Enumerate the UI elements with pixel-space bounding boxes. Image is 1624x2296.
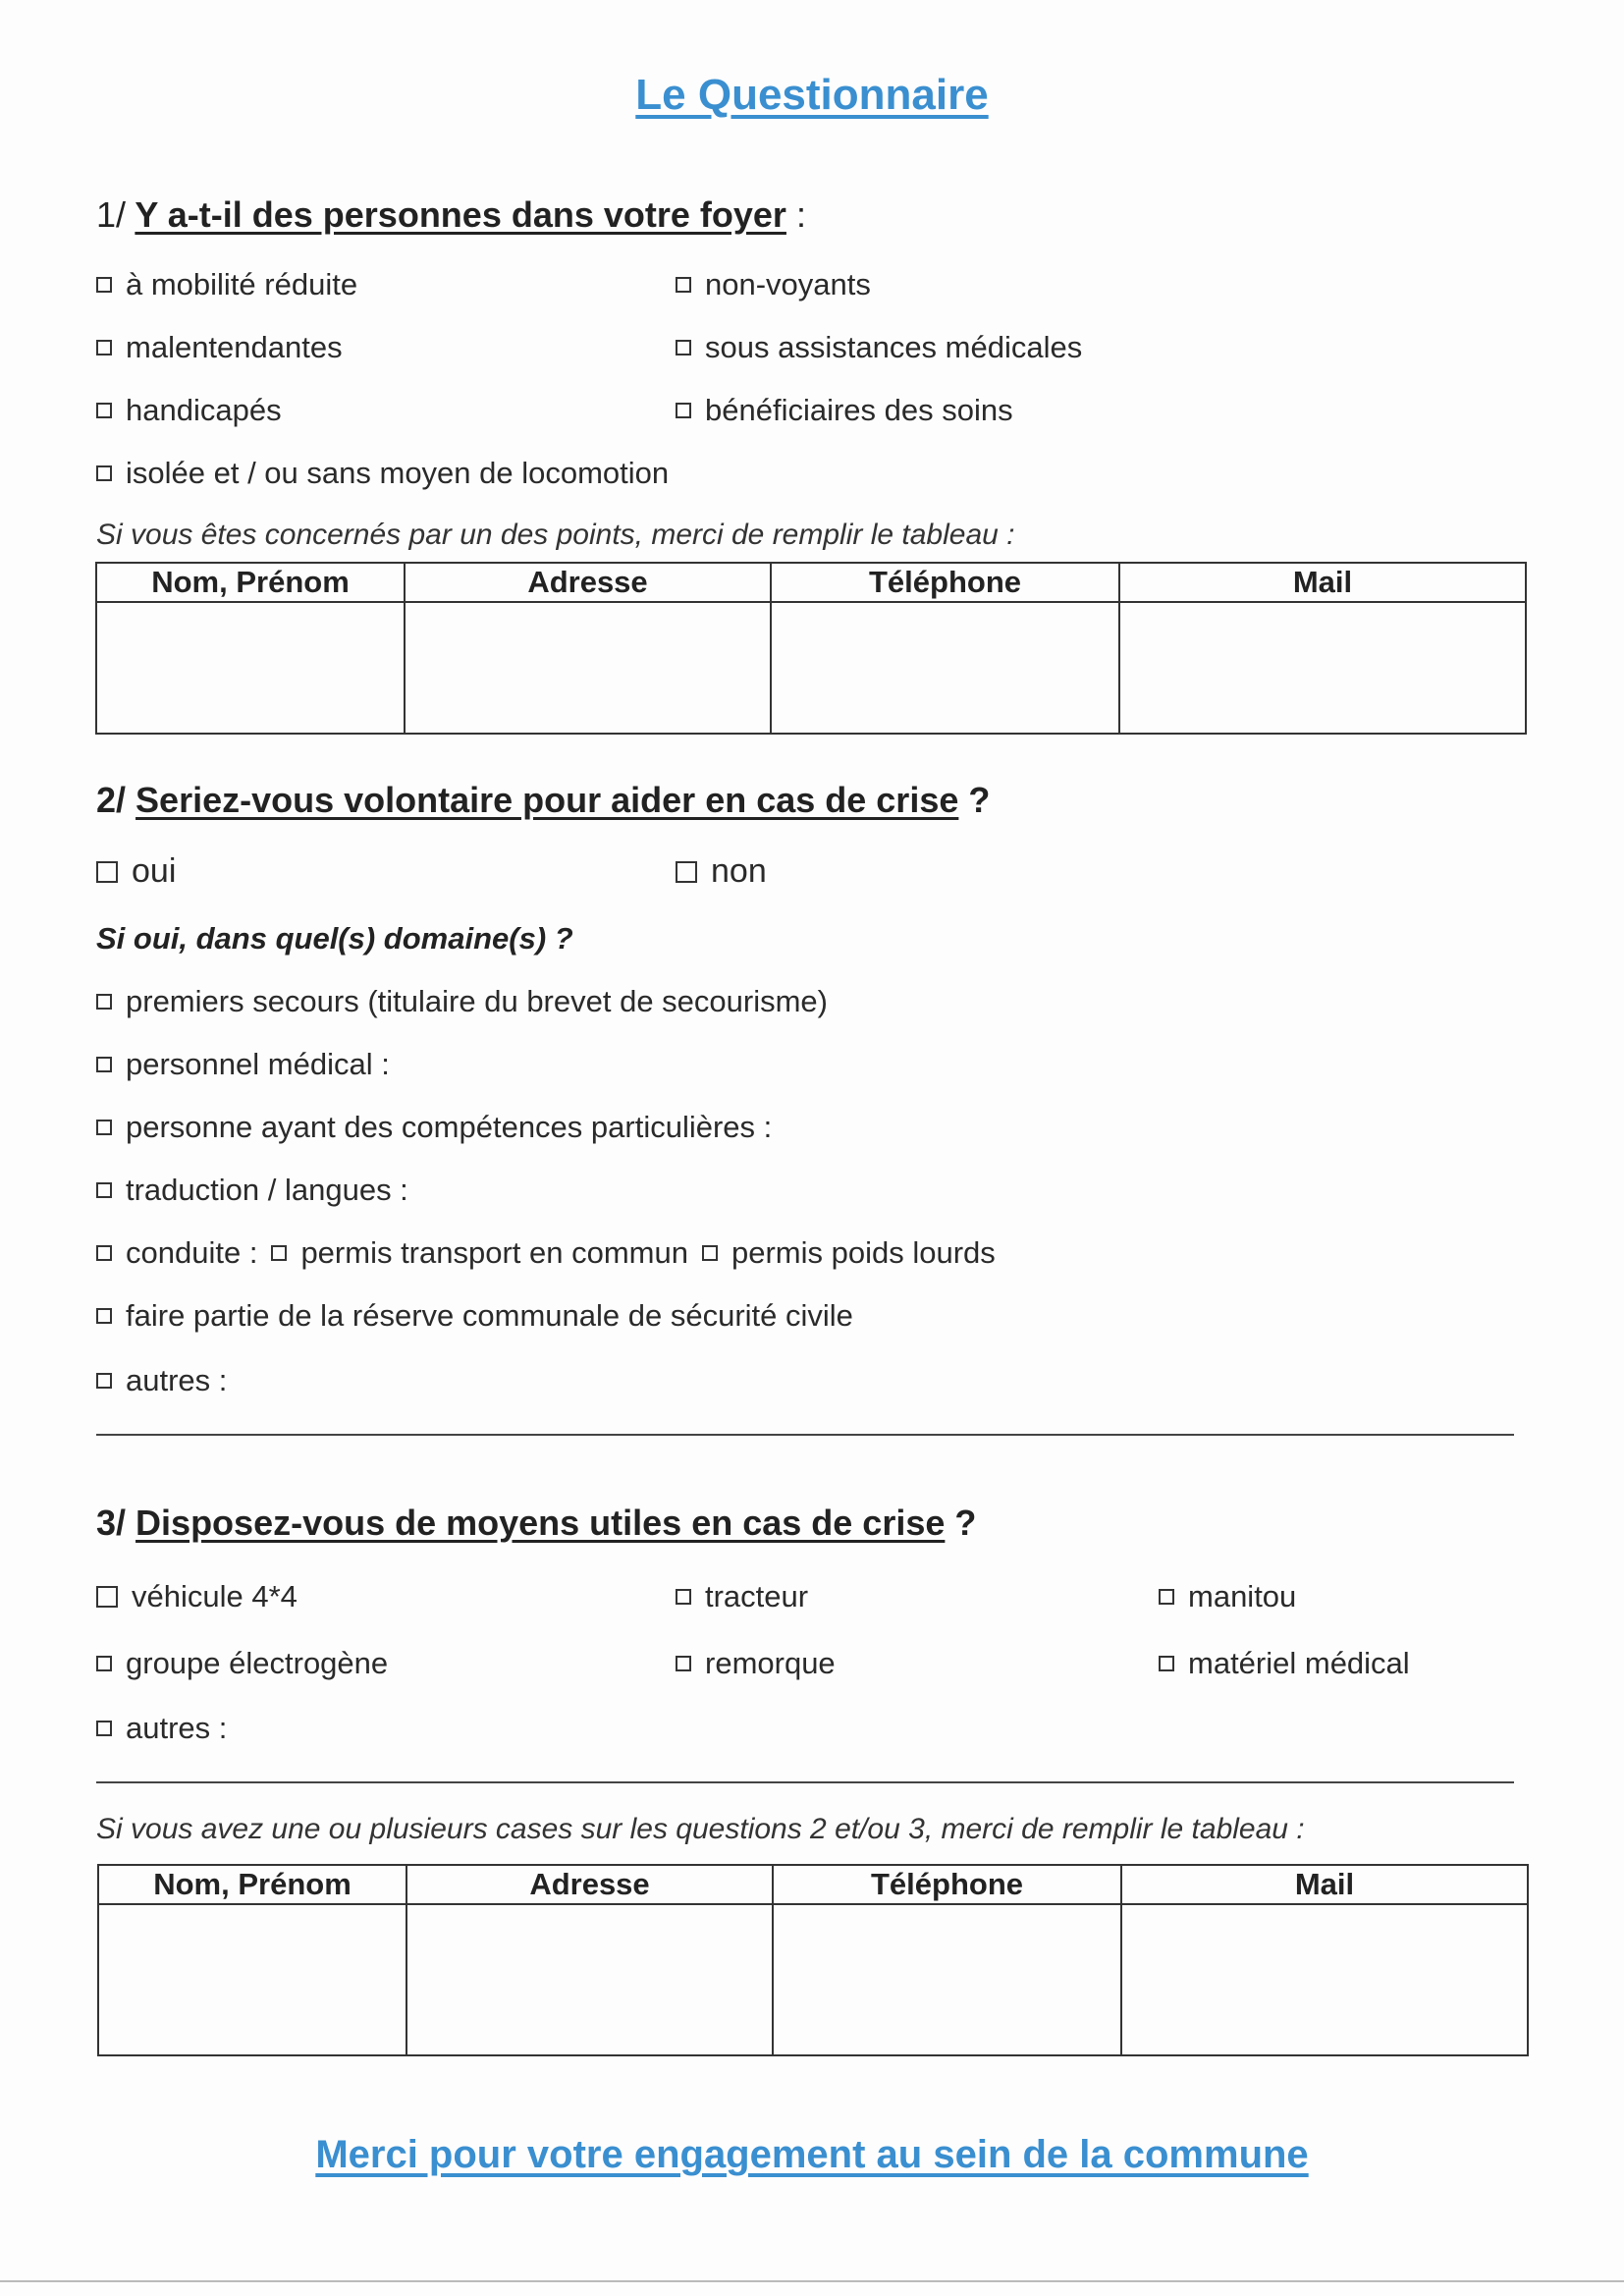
checkbox-icon[interactable]	[96, 1373, 112, 1389]
checkbox-icon[interactable]	[96, 1120, 112, 1135]
table-instruction-2: Si vous avez une ou plusieurs cases sur les questions 2 et/ou 3, merci de remplir le tableau :	[96, 1813, 1305, 1845]
checkbox-icon[interactable]	[1159, 1656, 1174, 1671]
question-2-heading	[96, 780, 990, 821]
cell-mail[interactable]	[1119, 602, 1526, 734]
checkbox-malentendantes[interactable]	[96, 330, 343, 365]
checkbox-mobilite-reduite[interactable]	[96, 267, 357, 302]
checkbox-non-voyants[interactable]	[676, 267, 871, 302]
checkbox-personnel-medical[interactable]	[96, 1047, 390, 1082]
option-label: non	[711, 852, 767, 890]
checkbox-tracteur[interactable]	[676, 1579, 808, 1614]
option-label: non-voyants	[705, 267, 871, 301]
checkbox-conduite[interactable]	[96, 1235, 996, 1271]
option-label: véhicule 4*4	[132, 1579, 298, 1613]
question-number: 1/	[96, 194, 127, 235]
option-label: autres :	[126, 1711, 228, 1745]
question-suffix: ?	[954, 1503, 977, 1543]
checkbox-icon[interactable]	[96, 1308, 112, 1324]
page-title: Le Questionnaire	[635, 71, 989, 119]
option-label: personnel médical :	[126, 1047, 390, 1081]
checkbox-materiel-medical[interactable]	[1159, 1646, 1410, 1681]
header-adresse: Adresse	[405, 563, 771, 602]
checkbox-reserve-communale[interactable]	[96, 1298, 853, 1334]
closing-message: Merci pour votre engagement au sein de la commune	[315, 2133, 1309, 2176]
option-label: à mobilité réduite	[126, 267, 358, 301]
option-label: isolée et / ou sans moyen de locomotion	[126, 456, 670, 490]
option-label: traduction / langues :	[126, 1173, 408, 1207]
option-label: faire partie de la réserve communale de sécurité civile	[126, 1298, 853, 1333]
question-suffix: ?	[968, 780, 991, 820]
checkbox-manitou[interactable]	[1159, 1579, 1296, 1614]
checkbox-icon[interactable]	[676, 1589, 691, 1605]
checkbox-permis-transport[interactable]	[271, 1235, 688, 1271]
option-label: matériel médical	[1188, 1646, 1410, 1680]
checkbox-icon[interactable]	[96, 994, 112, 1010]
checkbox-icon[interactable]	[96, 340, 112, 355]
checkbox-premiers-secours[interactable]	[96, 984, 828, 1019]
cell-nom[interactable]	[98, 1904, 406, 2055]
option-label: oui	[132, 852, 177, 890]
checkbox-soins[interactable]	[676, 393, 1013, 428]
question-suffix: :	[795, 194, 806, 235]
checkbox-icon[interactable]	[676, 403, 691, 418]
option-label: permis transport en commun	[300, 1235, 688, 1270]
checkbox-icon[interactable]	[676, 861, 697, 883]
cell-adresse[interactable]	[406, 1904, 773, 2055]
checkbox-icon[interactable]	[96, 465, 112, 481]
option-label: handicapés	[126, 393, 282, 427]
option-label: malentendantes	[126, 330, 343, 364]
table-instruction-1: Si vous êtes concernés par un des points, merci de remplir le tableau :	[96, 519, 1015, 551]
checkbox-competences[interactable]	[96, 1110, 772, 1145]
checkbox-permis-poids-lourds[interactable]	[702, 1235, 996, 1271]
question-number: 3/	[96, 1503, 127, 1543]
checkbox-assistance-medicale[interactable]	[676, 330, 1082, 365]
option-label: tracteur	[705, 1579, 809, 1613]
checkbox-icon[interactable]	[96, 403, 112, 418]
question-number: 2/	[96, 780, 127, 820]
checkbox-icon[interactable]	[96, 1245, 112, 1261]
checkbox-autres-moyens[interactable]	[96, 1711, 227, 1746]
cell-mail[interactable]	[1121, 1904, 1528, 2055]
question-1-heading	[96, 194, 806, 236]
cell-nom[interactable]	[96, 602, 405, 734]
question-text: Y a-t-il des personnes dans votre foyer	[135, 194, 786, 235]
option-label: personne ayant des compétences particulières :	[126, 1110, 773, 1144]
header-nom: Nom, Prénom	[98, 1865, 406, 1904]
checkbox-icon[interactable]	[96, 277, 112, 293]
checkbox-traduction[interactable]	[96, 1173, 408, 1208]
option-label: premiers secours (titulaire du brevet de secourisme)	[126, 984, 828, 1018]
question-text: Disposez-vous de moyens utiles en cas de crise	[135, 1503, 946, 1543]
option-label: conduite :	[126, 1235, 258, 1270]
header-mail: Mail	[1121, 1865, 1528, 1904]
header-adresse: Adresse	[406, 1865, 773, 1904]
header-mail: Mail	[1119, 563, 1526, 602]
checkbox-icon[interactable]	[96, 861, 118, 883]
checkbox-icon[interactable]	[96, 1182, 112, 1198]
checkbox-icon[interactable]	[1159, 1589, 1174, 1605]
question-3-heading	[96, 1503, 976, 1544]
checkbox-icon[interactable]	[96, 1721, 112, 1736]
autres-moyens-answer-line[interactable]	[96, 1781, 1514, 1783]
option-label: autres :	[126, 1363, 228, 1397]
cell-telephone[interactable]	[773, 1904, 1121, 2055]
header-nom: Nom, Prénom	[96, 563, 405, 602]
option-label: sous assistances médicales	[705, 330, 1083, 364]
checkbox-handicapes[interactable]	[96, 393, 282, 428]
option-label: remorque	[705, 1646, 836, 1680]
checkbox-icon[interactable]	[676, 340, 691, 355]
checkbox-icon[interactable]	[676, 1656, 691, 1671]
sub-question: Si oui, dans quel(s) domaine(s) ?	[96, 921, 573, 956]
option-label: groupe électrogène	[126, 1646, 389, 1680]
checkbox-non[interactable]	[676, 852, 767, 891]
cell-adresse[interactable]	[405, 602, 771, 734]
checkbox-isolee[interactable]	[96, 456, 669, 491]
checkbox-icon[interactable]	[96, 1656, 112, 1671]
checkbox-groupe-electrogene[interactable]	[96, 1646, 388, 1681]
checkbox-autres-domaines[interactable]	[96, 1363, 227, 1398]
option-label: permis poids lourds	[731, 1235, 996, 1270]
checkbox-icon[interactable]	[702, 1245, 718, 1261]
question-text: Seriez-vous volontaire pour aider en cas de crise	[135, 780, 959, 820]
autres-answer-line[interactable]	[96, 1434, 1514, 1436]
checkbox-remorque[interactable]	[676, 1646, 836, 1681]
cell-telephone[interactable]	[771, 602, 1119, 734]
checkbox-icon[interactable]	[676, 277, 691, 293]
header-telephone: Téléphone	[771, 563, 1119, 602]
header-telephone: Téléphone	[773, 1865, 1121, 1904]
checkbox-oui[interactable]	[96, 852, 176, 891]
option-label: manitou	[1188, 1579, 1297, 1613]
checkbox-icon[interactable]	[96, 1057, 112, 1072]
option-label: bénéficiaires des soins	[705, 393, 1013, 427]
contact-table-2	[97, 1864, 1529, 2056]
checkbox-icon[interactable]	[96, 1586, 118, 1608]
contact-table-1	[95, 562, 1527, 735]
page-bottom-divider	[0, 2280, 1624, 2282]
checkbox-vehicule[interactable]	[96, 1579, 298, 1614]
checkbox-icon[interactable]	[271, 1245, 287, 1261]
